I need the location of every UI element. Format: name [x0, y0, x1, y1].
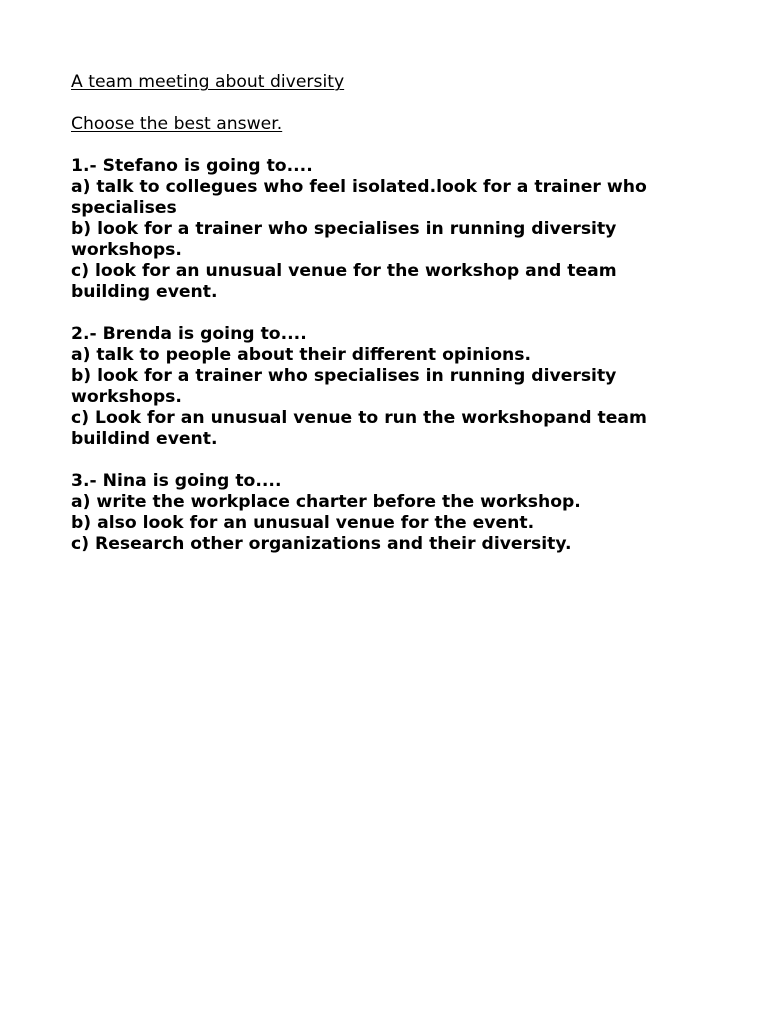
option-b [71, 366, 711, 408]
option-b [71, 513, 711, 534]
option-text: b) look for a trainer who specialises in running diversity [71, 366, 617, 386]
question-3 [71, 471, 711, 555]
option-text-cont: specialises [71, 198, 177, 218]
spacer [71, 450, 711, 471]
option-c [71, 534, 711, 555]
question-prompt: 1.- Stefano is going to.... [71, 156, 313, 176]
option-text-cont: workshops. [71, 387, 182, 407]
option-text-cont: workshops. [71, 240, 182, 260]
question-prompt: 2.- Brenda is going to.... [71, 324, 307, 344]
document-title: A team meeting about diversity [71, 72, 345, 92]
spacer [71, 135, 711, 156]
question-2 [71, 324, 711, 450]
spacer [71, 303, 711, 324]
option-text: a) talk to collegues who feel isolated.look for a trainer who [71, 177, 647, 197]
document-page [71, 72, 711, 555]
question-prompt: 3.- Nina is going to.... [71, 471, 282, 491]
option-text: c) Research other organizations and their diversity. [71, 534, 572, 554]
option-text: c) look for an unusual venue for the workshop and team [71, 261, 617, 281]
instruction: Choose the best answer. [71, 114, 283, 134]
option-text-cont: building event. [71, 282, 218, 302]
option-c [71, 261, 711, 303]
option-a [71, 492, 711, 513]
option-text: b) look for a trainer who specialises in running diversity [71, 219, 617, 239]
option-text: a) write the workplace charter before the workshop. [71, 492, 581, 512]
option-a [71, 345, 711, 366]
question-1 [71, 156, 711, 303]
option-c [71, 408, 711, 450]
spacer [71, 93, 711, 114]
option-text: c) Look for an unusual venue to run the workshopand team [71, 408, 647, 428]
option-text-cont: buildind event. [71, 429, 218, 449]
option-a [71, 177, 711, 219]
option-text: b) also look for an unusual venue for the event. [71, 513, 535, 533]
option-text: a) talk to people about their different opinions. [71, 345, 532, 365]
option-b [71, 219, 711, 261]
